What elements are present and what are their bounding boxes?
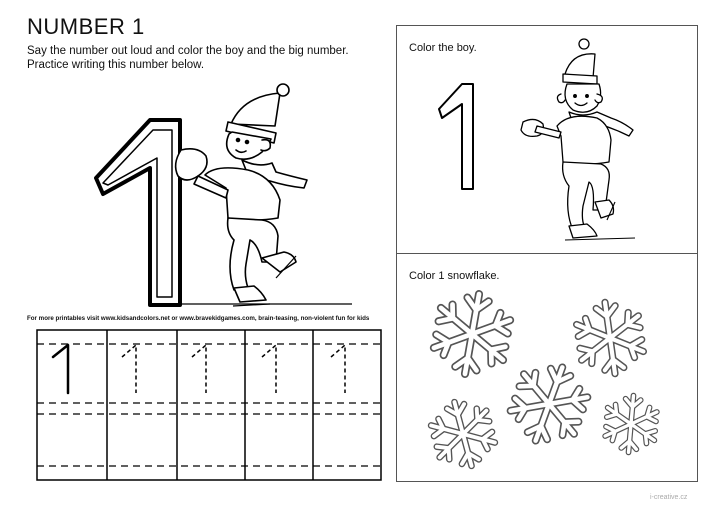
color-boy-label: Color the boy.: [409, 42, 477, 54]
instruction-line-1: Say the number out loud and color the boy and the big number.: [27, 45, 349, 57]
snowflake-3: [504, 356, 594, 452]
snowflake-1: [430, 288, 513, 380]
snowflake-2: [574, 298, 646, 378]
snowflakes-group: [397, 254, 699, 483]
credit-text: i-creative.cz: [650, 494, 688, 501]
page-title: NUMBER 1: [27, 14, 145, 39]
instruction-line-2: Practice writing this number below.: [27, 59, 205, 71]
footer-note: For more printables visit www.kidsandcolors.net or www.bravekidgames.com, brain-teasing, non-violent fun for kids: [27, 315, 370, 322]
small-skating-boy-illustration: [397, 26, 699, 255]
snowflake-4: [427, 395, 499, 474]
snowflake-5: [604, 393, 658, 454]
color-snowflake-panel: [396, 253, 698, 482]
color-snowflake-label: Color 1 snowflake.: [409, 270, 500, 282]
color-boy-panel: [396, 25, 698, 254]
